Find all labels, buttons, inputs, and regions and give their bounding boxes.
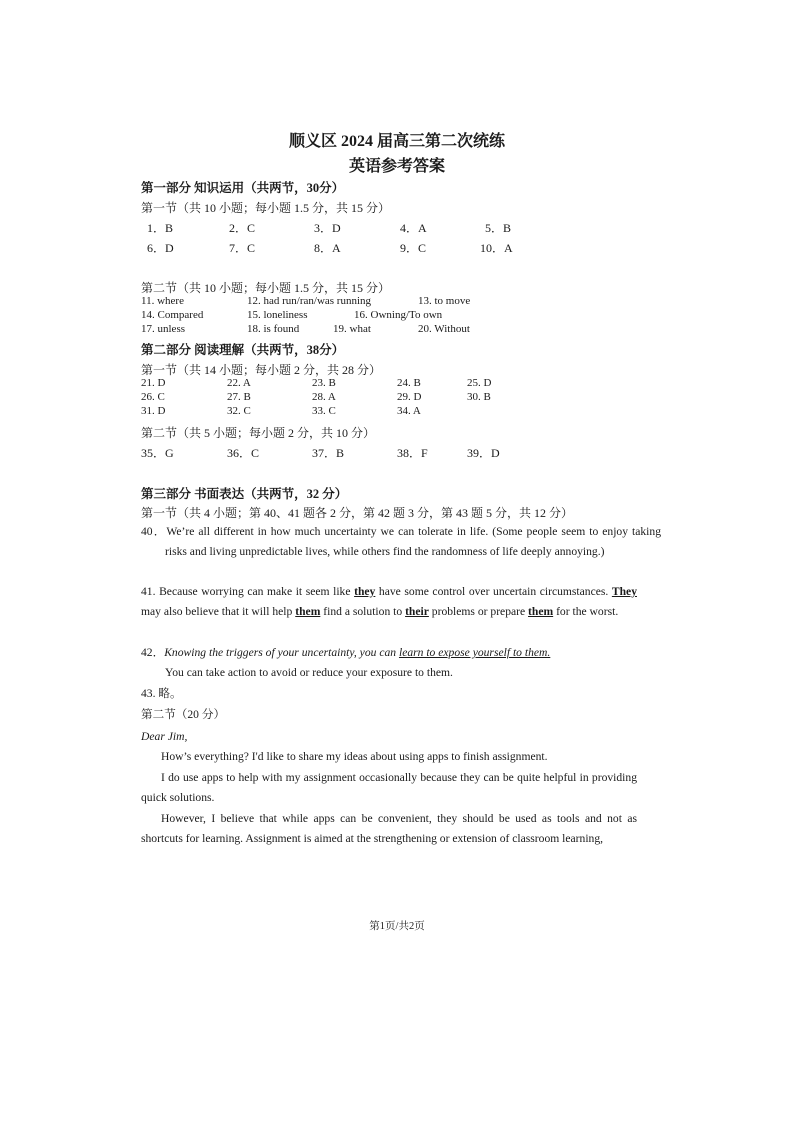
answer-item: 35．G xyxy=(141,446,174,460)
document-title: 顺义区 2024 届高三第二次统练 xyxy=(288,133,505,150)
part3-sec1-heading: 第一节（共 4 小题；第 40、41 题各 2 分，第 42 题 3 分，第 43 题 5 分，共 12 分） xyxy=(141,506,574,520)
answer-item: 38．F xyxy=(397,446,428,460)
answer-item: 8．A xyxy=(314,241,341,255)
answer-41: 41. Because worrying can make it seem like they have some control over uncertain circumstances. They may also believe that it will help them find a solution to their problems or prepare them for the worst. xyxy=(141,585,637,618)
answer-item: 31. D xyxy=(141,405,166,417)
answer-item: 19. what xyxy=(333,323,371,335)
answer-item: 32. C xyxy=(227,405,251,417)
answer-item: 36．C xyxy=(227,446,260,460)
answer-item: 16. Owning/To own xyxy=(354,309,443,321)
answer-item: 3．D xyxy=(314,221,341,235)
answer-item: 39．D xyxy=(467,446,500,460)
answer-item: 20. Without xyxy=(418,323,470,335)
answer-item: 29. D xyxy=(397,391,422,403)
answer-item: 12. had run/ran/was running xyxy=(247,295,372,307)
answer-item: 2．C xyxy=(229,221,256,235)
answer-item: 24. B xyxy=(397,377,421,389)
answer-item: 14. Compared xyxy=(141,309,204,321)
answer-item: 7．C xyxy=(229,241,256,255)
part1-sec2-heading: 第二节（共 10 小题；每小题 1.5 分，共 15 分） xyxy=(141,281,391,295)
page-footer: 第1页/共2页 xyxy=(369,921,425,932)
answer-42-line2: You can take action to avoid or reduce your exposure to them. xyxy=(165,666,453,679)
letter-paragraph: I do use apps to help with my assignment occasionally because they can be quite helpful in providing quick solutions. xyxy=(141,771,637,804)
part3-sec2-heading: 第二节（20 分） xyxy=(141,708,226,721)
letter-greeting: Dear Jim, xyxy=(141,730,188,743)
answer-item: 4．A xyxy=(400,221,427,235)
part3-heading: 第三部分 书面表达（共两节，32 分） xyxy=(141,487,348,501)
document-subtitle: 英语参考答案 xyxy=(348,158,445,175)
answer-item: 25. D xyxy=(467,377,492,389)
answer-item: 13. to move xyxy=(418,295,471,307)
answer-item: 5．B xyxy=(485,221,512,235)
answer-item: 17. unless xyxy=(141,323,185,335)
answer-item: 6．D xyxy=(147,241,174,255)
answer-item: 1．B xyxy=(147,221,174,235)
answer-item: 21. D xyxy=(141,377,166,389)
answer-item: 27. B xyxy=(227,391,251,403)
answer-item: 37．B xyxy=(312,446,345,460)
answer-item: 33. C xyxy=(312,405,336,417)
letter-paragraph: How’s everything? I'd like to share my ideas about using apps to finish assignment. xyxy=(161,750,548,763)
answer-item: 18. is found xyxy=(247,323,300,335)
answer-43: 43. 略。 xyxy=(141,687,182,700)
answer-item: 9．C xyxy=(400,241,427,255)
answer-item: 22. A xyxy=(227,377,251,389)
part2-sec1-heading: 第一节（共 14 小题；每小题 2 分，共 28 分） xyxy=(141,363,382,377)
part1-heading: 第一部分 知识运用（共两节，30分） xyxy=(141,181,345,195)
part1-sec1-heading: 第一节（共 10 小题；每小题 1.5 分，共 15 分） xyxy=(141,201,391,215)
answer-item: 23. B xyxy=(312,377,336,389)
answer-item: 10．A xyxy=(480,241,513,255)
answer-item: 26. C xyxy=(141,391,165,403)
part2-heading: 第二部分 阅读理解（共两节，38分） xyxy=(141,343,345,357)
answer-item: 15. loneliness xyxy=(247,309,308,321)
answer-item: 30. B xyxy=(467,391,491,403)
answer-42: 42．Knowing the triggers of your uncertainty, you can learn to expose yourself to them. xyxy=(141,646,551,659)
part2-sec2-heading: 第二节（共 5 小题；每小题 2 分，共 10 分） xyxy=(141,426,376,440)
answer-item: 28. A xyxy=(312,391,336,403)
answer-40: 40．We’re all different in how much uncertainty we can tolerate in life. (Some people seem to enjoy taking risks and living unpredictable lives, while others find the randomness of life deeply annoying.) xyxy=(141,525,661,558)
answer-item: 11. where xyxy=(141,295,184,307)
letter-paragraph: However, I believe that while apps can be convenient, they should be used as tools and not as shortcuts for learning. Assignment is aimed at the strengthening or extension of classroom learning, xyxy=(141,812,637,845)
answer-item: 34. A xyxy=(397,405,421,417)
